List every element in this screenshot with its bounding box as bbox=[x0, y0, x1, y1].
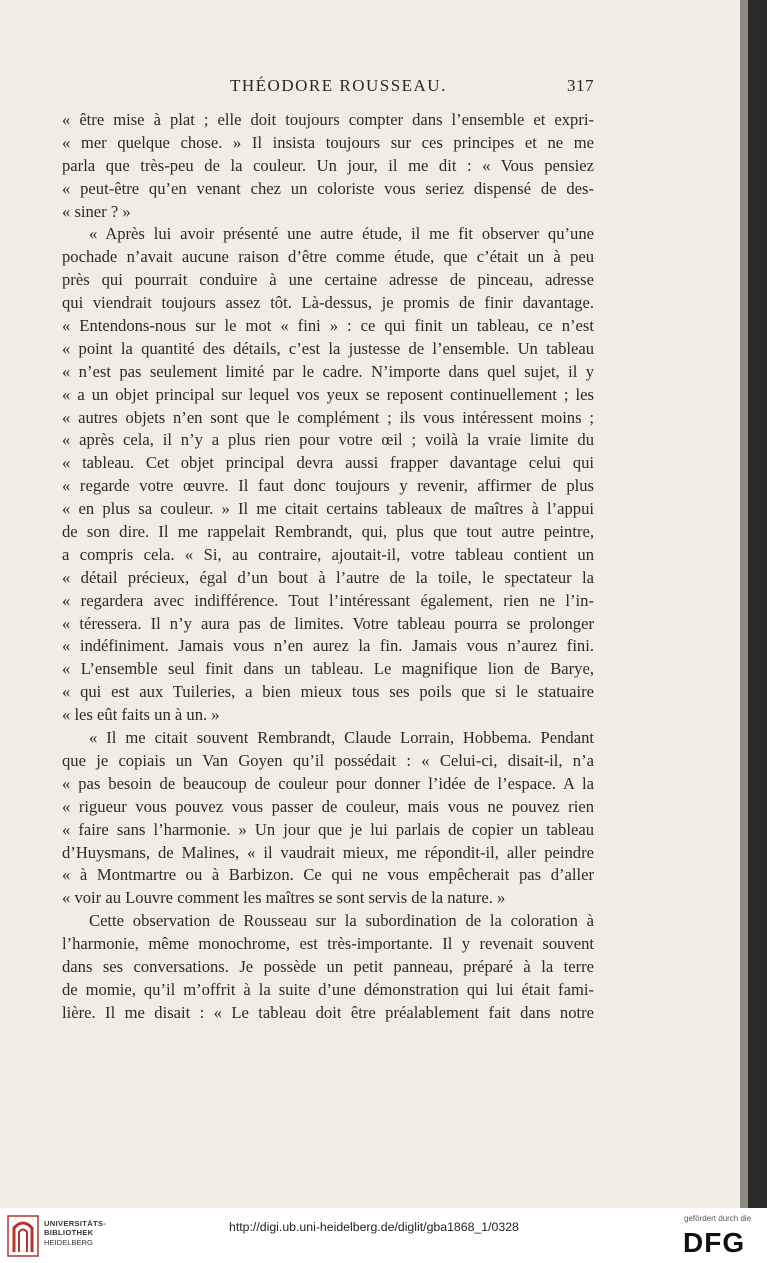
text-line: « L’ensemble seul finit dans un tableau. Le magnifique lion de Barye, bbox=[62, 659, 594, 679]
text-line: « indéfiniment. Jamais vous n’en aurez la fin. Jamais vous n’aurez fini. bbox=[62, 636, 594, 656]
text-line: « en plus sa couleur. » Il me citait certains tableaux de maîtres à l’appui bbox=[62, 499, 594, 519]
text-line: de momie, qu’il m’offrit à la suite d’une démonstration qui lui était fami- bbox=[62, 979, 594, 999]
body-text bbox=[62, 109, 594, 1025]
funding-caption: gefördert durch die bbox=[684, 1214, 752, 1223]
text-line: « pas besoin de beaucoup de couleur pour donner l’idée de l’espace. A la bbox=[62, 773, 594, 793]
text-line: près qui pourrait conduire à une certaine adresse de pinceau, adresse bbox=[62, 270, 594, 290]
text-line: « faire sans l’harmonie. » Un jour que je lui parlais de copier un tableau bbox=[62, 819, 594, 839]
running-title: THÉODORE ROUSSEAU. bbox=[230, 76, 447, 95]
text-line: d’Huysmans, de Malines, « il vaudrait mieux, me répondit-il, aller peindre bbox=[62, 842, 594, 862]
text-line: « regarde votre œuvre. Il faut donc toujours y revenir, affirmer de plus bbox=[62, 476, 594, 496]
text-line: « voir au Louvre comment les maîtres se sont servis de la nature. » bbox=[62, 888, 506, 908]
text-line: « détail précieux, égal d’un bout à l’autre de la toile, le spectateur la bbox=[62, 567, 594, 587]
text-line: « mer quelque chose. » Il insista toujours sur ces principes et ne me bbox=[62, 132, 594, 152]
footer-bar bbox=[0, 1208, 767, 1263]
text-line: parla que très-peu de la couleur. Un jour, il me dit : « Vous pensiez bbox=[62, 155, 594, 175]
text-line: « rigueur vous pouvez vous passer de couleur, mais vous ne pouvez rien bbox=[62, 796, 594, 816]
text-line: de son dire. Il me rappelait Rembrandt, qui, plus que tout autre peintre, bbox=[62, 522, 594, 542]
text-line: que je copiais un Van Goyen qu’il possédait : « Celui-ci, disait-il, n’a bbox=[62, 750, 594, 770]
text-line: « tableau. Cet objet principal devra aussi frapper davantage celui qui bbox=[62, 453, 594, 473]
text-line: « après cela, il n’y a plus rien pour votre œil ; voilà la vraie limite du bbox=[62, 430, 594, 450]
text-line: « Entendons-nous sur le mot « fini » : ce qui finit un tableau, ce n’est bbox=[62, 316, 594, 336]
text-line: a compris cela. « Si, au contraire, ajoutait-il, votre tableau contient un bbox=[62, 544, 594, 564]
text-line: « autres objets n’en sont que le complément ; ils vous intéressent moins ; bbox=[62, 407, 594, 427]
text-line: lière. Il me disait : « Le tableau doit être préalablement fait dans notre bbox=[62, 1002, 594, 1022]
page-number: 317 bbox=[567, 76, 594, 95]
text-line: l’harmonie, même monochrome, est très-importante. Il y revenait souvent bbox=[62, 934, 594, 954]
text-line: « les eût faits un à un. » bbox=[62, 705, 220, 725]
university-library-logo-icon bbox=[6, 1214, 40, 1258]
text-line: « n’est pas seulement limité par le cadre. N’importe dans quel sujet, il y bbox=[62, 361, 594, 381]
dfg-logo: DFG bbox=[683, 1227, 746, 1258]
scan-edge bbox=[740, 0, 767, 1208]
text-line: « peut-être qu’en venant chez un coloriste vous seriez dispensé de des- bbox=[62, 178, 594, 198]
text-line: « point la quantité des détails, c’est la justesse de l’ensemble. Un tableau bbox=[62, 338, 594, 358]
text-line: « être mise à plat ; elle doit toujours compter dans l’ensemble et expri- bbox=[62, 110, 594, 129]
text-line: « Il me citait souvent Rembrandt, Claude Lorrain, Hobbema. Pendant bbox=[89, 728, 594, 748]
permalink-url[interactable]: http://digi.ub.uni-heidelberg.de/diglit/gba1868_1/0328 bbox=[229, 1220, 519, 1234]
text-line: « à Montmartre ou à Barbizon. Ce qui ne vous empêcherait pas d’aller bbox=[62, 865, 594, 885]
text-line: dans ses conversations. Je possède un petit panneau, préparé à la terre bbox=[62, 956, 594, 976]
running-header bbox=[62, 76, 594, 100]
text-line: « Après lui avoir présenté une autre étude, il me fit observer qu’une bbox=[89, 224, 594, 244]
text-line: « a un objet principal sur lequel vos yeux se reposent continuellement ; les bbox=[62, 384, 594, 404]
library-line-3: HEIDELBERG bbox=[44, 1237, 93, 1247]
text-line: « regardera avec indifférence. Tout l’intéressant également, rien ne l’in- bbox=[62, 590, 594, 610]
text-line: « téressera. Il n’y aura pas de limites. Votre tableau pourra se prolonger bbox=[62, 613, 594, 633]
text-line: pochade n’avait aucune raison d’être comme étude, que c’était un à peu bbox=[62, 247, 594, 267]
text-line: Cette observation de Rousseau sur la subordination de la coloration à bbox=[89, 911, 594, 931]
library-name bbox=[44, 1219, 106, 1247]
library-line-1: UNIVERSITÄTS- bbox=[44, 1219, 107, 1228]
text-line: qui viendrait toujours assez tôt. Là-dessus, je promis de finir davantage. bbox=[62, 293, 594, 313]
text-line: « qui est aux Tuileries, a bien mieux tous ses poils que si le statuaire bbox=[62, 682, 594, 702]
library-line-2: BIBLIOTHEK bbox=[44, 1228, 94, 1238]
text-line: « siner ? » bbox=[62, 201, 131, 221]
